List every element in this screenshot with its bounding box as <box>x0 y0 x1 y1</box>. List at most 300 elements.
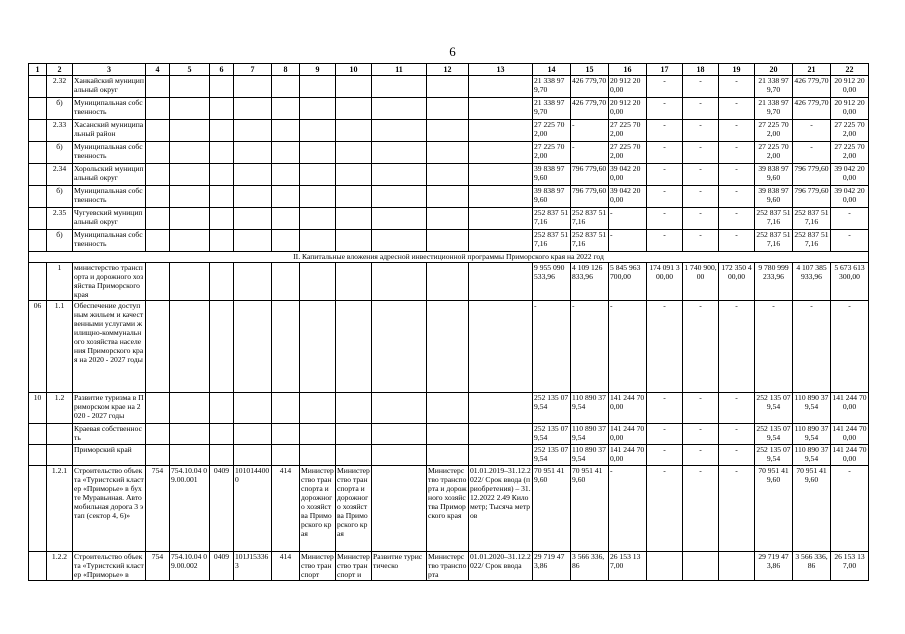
table-cell: министерство транспорта и дорожного хозяйства Приморского края <box>73 263 146 301</box>
table-cell: Строительство объекта «Туристский кластер «Приморье» в бухте Муравьиная. Автомобильная дорога 3 этап (сектор 4, 6)» <box>73 466 146 552</box>
table-cell: 1 <box>29 64 47 76</box>
table-cell <box>234 424 272 445</box>
table-row <box>29 142 869 164</box>
table-cell: - <box>533 301 571 393</box>
table-cell <box>210 120 234 142</box>
table-cell: 27 225 702,00 <box>609 142 647 164</box>
table-cell: 141 244 700,00 <box>609 424 647 445</box>
table-cell <box>146 424 170 445</box>
table-cell: 27 225 702,00 <box>831 142 869 164</box>
table-cell: 414 <box>272 552 300 581</box>
table-cell <box>427 98 469 120</box>
table-cell <box>29 263 47 301</box>
table-cell: Министерство транспорта и дорожного хозяйства Приморского края <box>300 466 336 552</box>
table-cell: 10 <box>29 393 47 424</box>
table-cell: 29 719 473,86 <box>755 552 793 581</box>
table-cell <box>272 208 300 230</box>
table-cell <box>210 164 234 186</box>
table-cell: 1010144000 <box>234 466 272 552</box>
table-cell: - <box>571 142 609 164</box>
table-cell: 19 <box>719 64 755 76</box>
section-title: II. Капитальные вложения адресной инвестиционной программы Приморского края на 2022 год <box>29 252 869 263</box>
table-cell <box>336 230 372 252</box>
table-cell <box>47 445 73 466</box>
table-cell: 3 <box>73 64 146 76</box>
table-cell <box>170 142 210 164</box>
table-cell <box>469 76 533 98</box>
table-cell <box>170 301 210 393</box>
table-cell: - <box>647 466 683 552</box>
table-cell: Муниципальная собственность <box>73 142 146 164</box>
table-cell: 252 837 517,16 <box>755 230 793 252</box>
table-cell <box>234 208 272 230</box>
table-cell <box>272 186 300 208</box>
table-cell: Министерство транспорт и <box>337 552 370 579</box>
table-cell: 141 244 700,00 <box>831 424 869 445</box>
table-cell <box>29 142 47 164</box>
table-row <box>29 301 869 393</box>
table-cell: 1 740 900,00 <box>683 263 719 301</box>
table-cell: 3 566 336,86 <box>793 552 831 581</box>
table-cell: 110 890 379,54 <box>793 393 831 424</box>
table-cell <box>29 445 47 466</box>
table-cell <box>300 424 336 445</box>
table-cell: - <box>683 142 719 164</box>
table-cell <box>300 186 336 208</box>
table-cell <box>146 164 170 186</box>
table-cell <box>146 186 170 208</box>
table-cell <box>372 445 427 466</box>
table-row <box>29 552 869 581</box>
table-cell: 14 <box>533 64 571 76</box>
table-cell: 414 <box>272 466 300 552</box>
table-cell: Ханкайский муниципальный округ <box>73 76 146 98</box>
table-cell: - <box>719 120 755 142</box>
table-cell <box>170 164 210 186</box>
table-cell <box>372 164 427 186</box>
table-cell: - <box>719 445 755 466</box>
table-cell <box>427 186 469 208</box>
table-cell <box>170 208 210 230</box>
table-cell <box>272 142 300 164</box>
table-row <box>29 393 869 424</box>
table-cell: - <box>793 120 831 142</box>
table-cell: - <box>683 164 719 186</box>
table-cell <box>210 230 234 252</box>
table-cell: 21 338 979,70 <box>533 76 571 98</box>
table-cell: Развитие туристическо <box>372 552 427 581</box>
table-cell <box>146 208 170 230</box>
table-cell <box>29 98 47 120</box>
table-cell: 5 845 963 700,00 <box>609 263 647 301</box>
table-cell: - <box>683 76 719 98</box>
table-cell: 754.10.04 09.00.002 <box>170 552 210 581</box>
table-cell <box>372 230 427 252</box>
table-cell <box>336 424 372 445</box>
table-cell: 70 951 419,60 <box>793 466 831 552</box>
table-cell <box>29 186 47 208</box>
table-cell: 796 779,60 <box>793 164 831 186</box>
table-cell <box>272 301 300 393</box>
table-cell: - <box>683 393 719 424</box>
table-cell: 15 <box>571 64 609 76</box>
table-cell: - <box>719 301 755 393</box>
table-cell: 39 838 979,60 <box>533 164 571 186</box>
table-row <box>29 445 869 466</box>
table-cell <box>469 186 533 208</box>
table-row <box>29 120 869 142</box>
table-cell: 252 837 517,16 <box>533 208 571 230</box>
table-cell: 18 <box>683 64 719 76</box>
table-cell <box>336 301 372 393</box>
table-cell <box>210 186 234 208</box>
table-cell: 27 225 702,00 <box>755 142 793 164</box>
table-cell: - <box>647 76 683 98</box>
table-cell: Обеспечение доступным жильем и качественными услугами жилищно-коммунального хозяйства населения Приморского края на 2020 - 2027 годы <box>73 301 146 393</box>
table-cell: 22 <box>831 64 869 76</box>
table-row <box>29 208 869 230</box>
table-cell <box>336 76 372 98</box>
table-cell: 26 153 137,00 <box>831 552 869 581</box>
table-cell: 20 912 200,00 <box>609 98 647 120</box>
table-cell <box>469 208 533 230</box>
table-cell: - <box>647 424 683 445</box>
table-cell: 29 719 473,86 <box>533 552 571 581</box>
table-cell: 252 135 079,54 <box>755 424 793 445</box>
table-cell: 252 837 517,16 <box>793 208 831 230</box>
table-cell: - <box>647 445 683 466</box>
table-cell: - <box>831 301 869 393</box>
table-cell <box>170 424 210 445</box>
table-cell: - <box>647 301 683 393</box>
table-cell: 2 <box>47 64 73 76</box>
table-cell <box>427 393 469 424</box>
table-cell: 5 673 613 300,00 <box>831 263 869 301</box>
table-cell: 27 225 702,00 <box>755 120 793 142</box>
table-cell: - <box>609 301 647 393</box>
table-cell <box>427 424 469 445</box>
table-cell: 2.33 <box>47 120 73 142</box>
table-cell: 20 912 200,00 <box>831 98 869 120</box>
table-cell: - <box>831 466 869 552</box>
table-cell <box>336 120 372 142</box>
table-cell: - <box>719 424 755 445</box>
table-cell: 172 350 400,00 <box>719 263 755 301</box>
table-cell: 252 837 517,16 <box>571 230 609 252</box>
table-cell: 20 912 200,00 <box>831 76 869 98</box>
table-cell <box>146 76 170 98</box>
table-cell: 754 <box>146 552 170 581</box>
table-cell <box>272 393 300 424</box>
table-cell: 426 779,70 <box>793 76 831 98</box>
table-cell: - <box>647 208 683 230</box>
table-cell: - <box>831 230 869 252</box>
table-cell: 754 <box>146 466 170 552</box>
table-cell <box>170 76 210 98</box>
table-cell <box>234 76 272 98</box>
table-cell: 12 <box>427 64 469 76</box>
table-cell: 1.2.2 <box>47 552 73 581</box>
table-cell <box>372 424 427 445</box>
table-cell: 39 042 200,00 <box>831 164 869 186</box>
table-cell <box>272 230 300 252</box>
table-cell <box>300 98 336 120</box>
table-cell: 252 837 517,16 <box>571 208 609 230</box>
table-cell <box>427 445 469 466</box>
table-cell: 796 779,60 <box>571 164 609 186</box>
table-cell <box>300 120 336 142</box>
table-cell <box>146 301 170 393</box>
table-cell: 39 042 200,00 <box>609 186 647 208</box>
table-cell: 426 779,70 <box>571 76 609 98</box>
table-cell: - <box>609 208 647 230</box>
table-cell <box>300 301 336 393</box>
table-cell <box>146 263 170 301</box>
table-cell: - <box>719 98 755 120</box>
table-cell <box>272 445 300 466</box>
table-cell: - <box>683 301 719 393</box>
table-cell: б) <box>47 98 73 120</box>
table-cell: б) <box>47 230 73 252</box>
table-cell <box>300 230 336 252</box>
table-row <box>29 186 869 208</box>
table-cell <box>234 263 272 301</box>
table-cell: 252 135 079,54 <box>755 393 793 424</box>
table-row <box>29 424 869 445</box>
table-cell: Министерство транспорт <box>301 552 334 579</box>
table-cell <box>210 208 234 230</box>
table-cell <box>210 393 234 424</box>
table-cell: 11 <box>372 64 427 76</box>
table-cell: 4 <box>146 64 170 76</box>
table-cell: б) <box>47 186 73 208</box>
table-cell: 9 955 090 533,96 <box>533 263 571 301</box>
table-cell <box>170 263 210 301</box>
table-cell: 21 <box>793 64 831 76</box>
table-cell: 110 890 379,54 <box>793 424 831 445</box>
table-cell <box>234 164 272 186</box>
table-cell <box>336 445 372 466</box>
table-cell: 17 <box>647 64 683 76</box>
table-cell: 39 838 979,60 <box>755 164 793 186</box>
table-cell <box>372 208 427 230</box>
table-cell: 252 837 517,16 <box>533 230 571 252</box>
table-cell: 70 951 419,60 <box>571 466 609 552</box>
table-cell <box>29 164 47 186</box>
table-cell: 9 <box>300 64 336 76</box>
table-cell: 426 779,70 <box>793 98 831 120</box>
header-row <box>29 64 869 76</box>
table-cell: 39 838 979,60 <box>533 186 571 208</box>
table-cell <box>272 424 300 445</box>
table-cell: - <box>683 466 719 552</box>
table-cell: - <box>647 230 683 252</box>
table-cell <box>29 76 47 98</box>
table-cell: 39 042 200,00 <box>609 164 647 186</box>
table-cell <box>336 186 372 208</box>
table-cell: 252 135 079,54 <box>755 445 793 466</box>
table-cell <box>170 230 210 252</box>
table-cell: - <box>683 208 719 230</box>
table-cell: 252 135 079,54 <box>533 424 571 445</box>
table-cell: 426 779,70 <box>571 98 609 120</box>
table-cell <box>300 208 336 230</box>
table-cell <box>427 164 469 186</box>
table-cell: 27 225 702,00 <box>533 142 571 164</box>
table-row <box>29 98 869 120</box>
table-cell <box>336 393 372 424</box>
table-cell: 10 <box>336 64 372 76</box>
table-cell <box>210 301 234 393</box>
table-cell: - <box>719 393 755 424</box>
table-cell: Хорольский муниципальный округ <box>73 164 146 186</box>
table-cell <box>469 142 533 164</box>
table-cell: Министерство транспорта и дорожного хозяйства Приморского края <box>336 466 372 552</box>
table-cell: - <box>683 120 719 142</box>
table-cell: 70 951 419,60 <box>755 466 793 552</box>
table-cell <box>372 466 427 552</box>
table-cell: 1 <box>47 263 73 301</box>
table-cell <box>29 230 47 252</box>
table-cell <box>300 393 336 424</box>
table-cell <box>272 164 300 186</box>
table-cell: 110 890 379,54 <box>571 393 609 424</box>
table-cell <box>210 98 234 120</box>
table-cell: Краевая собственность <box>73 424 146 445</box>
table-cell: 4 109 126 833,96 <box>571 263 609 301</box>
table-row <box>29 76 869 98</box>
table-cell <box>210 142 234 164</box>
table-cell: - <box>719 164 755 186</box>
table-cell <box>170 186 210 208</box>
table-cell: - <box>719 208 755 230</box>
program-table <box>28 63 869 581</box>
table-cell <box>469 424 533 445</box>
table-cell: 9 780 999 233,96 <box>755 263 793 301</box>
table-cell: Муниципальная собственность <box>73 98 146 120</box>
table-cell <box>272 76 300 98</box>
table-cell <box>647 552 683 581</box>
table-cell: 13 <box>469 64 533 76</box>
table-cell <box>170 120 210 142</box>
table-cell: - <box>647 142 683 164</box>
table-cell: 2.34 <box>47 164 73 186</box>
table-cell <box>372 186 427 208</box>
table-cell: 8 <box>272 64 300 76</box>
table-cell <box>469 445 533 466</box>
table-cell: 7 <box>234 64 272 76</box>
table-cell: - <box>831 208 869 230</box>
table-cell <box>427 120 469 142</box>
table-cell: - <box>683 230 719 252</box>
table-cell: 39 042 200,00 <box>831 186 869 208</box>
table-cell: 70 951 419,60 <box>533 466 571 552</box>
table-cell: 252 837 517,16 <box>793 230 831 252</box>
table-cell <box>336 208 372 230</box>
table-cell: - <box>647 164 683 186</box>
table-cell: - <box>571 120 609 142</box>
table-cell <box>683 552 719 581</box>
table-cell <box>146 120 170 142</box>
table-cell: Чугуевский муниципальный округ <box>73 208 146 230</box>
table-cell <box>372 263 427 301</box>
table-cell <box>336 164 372 186</box>
table-cell <box>47 424 73 445</box>
table-cell: - <box>571 301 609 393</box>
table-cell <box>372 393 427 424</box>
table-cell <box>272 263 300 301</box>
table-cell: 252 837 517,16 <box>755 208 793 230</box>
table-cell: - <box>719 186 755 208</box>
table-cell: - <box>647 120 683 142</box>
table-cell: 141 244 700,00 <box>609 445 647 466</box>
table-cell <box>234 98 272 120</box>
table-cell <box>234 120 272 142</box>
table-cell: 21 338 979,70 <box>533 98 571 120</box>
table-cell <box>170 393 210 424</box>
table-cell: Министерство транспорта и дорожного хозяйства Приморского края <box>427 466 469 552</box>
table-cell: 141 244 700,00 <box>831 445 869 466</box>
table-cell <box>234 301 272 393</box>
table-cell <box>234 186 272 208</box>
table-cell <box>210 76 234 98</box>
table-cell <box>719 552 755 581</box>
table-cell <box>469 120 533 142</box>
table-cell: 1.2.1 <box>47 466 73 552</box>
table-cell <box>372 142 427 164</box>
table-cell: - <box>647 98 683 120</box>
table-cell <box>372 76 427 98</box>
table-cell <box>29 208 47 230</box>
table-cell: 20 912 200,00 <box>609 76 647 98</box>
table-row <box>29 263 869 301</box>
table-cell: 39 838 979,60 <box>755 186 793 208</box>
table-cell: 1.1 <box>47 301 73 393</box>
page-number: 6 <box>449 44 456 59</box>
table-row <box>29 164 869 186</box>
table-cell <box>427 263 469 301</box>
table-cell: 16 <box>609 64 647 76</box>
table-cell: Муниципальная собственность <box>73 186 146 208</box>
table-cell: 01.01.2019–31.12.2022/ Срок ввода (приобретения) – 31.12.2022 2.49 Километр; Тысяча метров <box>469 466 533 552</box>
table-cell: - <box>719 466 755 552</box>
table-cell: 1.2 <box>47 393 73 424</box>
table-cell: Развитие туризма в Приморском крае на 2020 - 2027 годы <box>73 393 146 424</box>
table-cell <box>427 301 469 393</box>
table-cell <box>170 445 210 466</box>
table-cell <box>170 98 210 120</box>
table-cell <box>272 120 300 142</box>
table-cell: 01.01.2020–31.12.2022/ Срок ввода <box>469 552 533 581</box>
table-cell: 20 <box>755 64 793 76</box>
table-cell <box>300 142 336 164</box>
table-cell: - <box>793 142 831 164</box>
table-cell: - <box>755 301 793 393</box>
table-cell: Хасанский муниципальный район <box>73 120 146 142</box>
table-cell <box>210 263 234 301</box>
table-cell: 101J153363 <box>234 552 272 581</box>
table-cell <box>427 142 469 164</box>
table-cell: 2.32 <box>47 76 73 98</box>
table-cell: 0409 <box>210 466 234 552</box>
section-row <box>29 252 869 263</box>
table-cell: 06 <box>29 301 47 393</box>
table-cell <box>372 301 427 393</box>
table-cell: 141 244 700,00 <box>609 393 647 424</box>
table-cell: 21 338 979,70 <box>755 76 793 98</box>
table-cell: 3 566 336,86 <box>571 552 609 581</box>
table-row <box>29 230 869 252</box>
